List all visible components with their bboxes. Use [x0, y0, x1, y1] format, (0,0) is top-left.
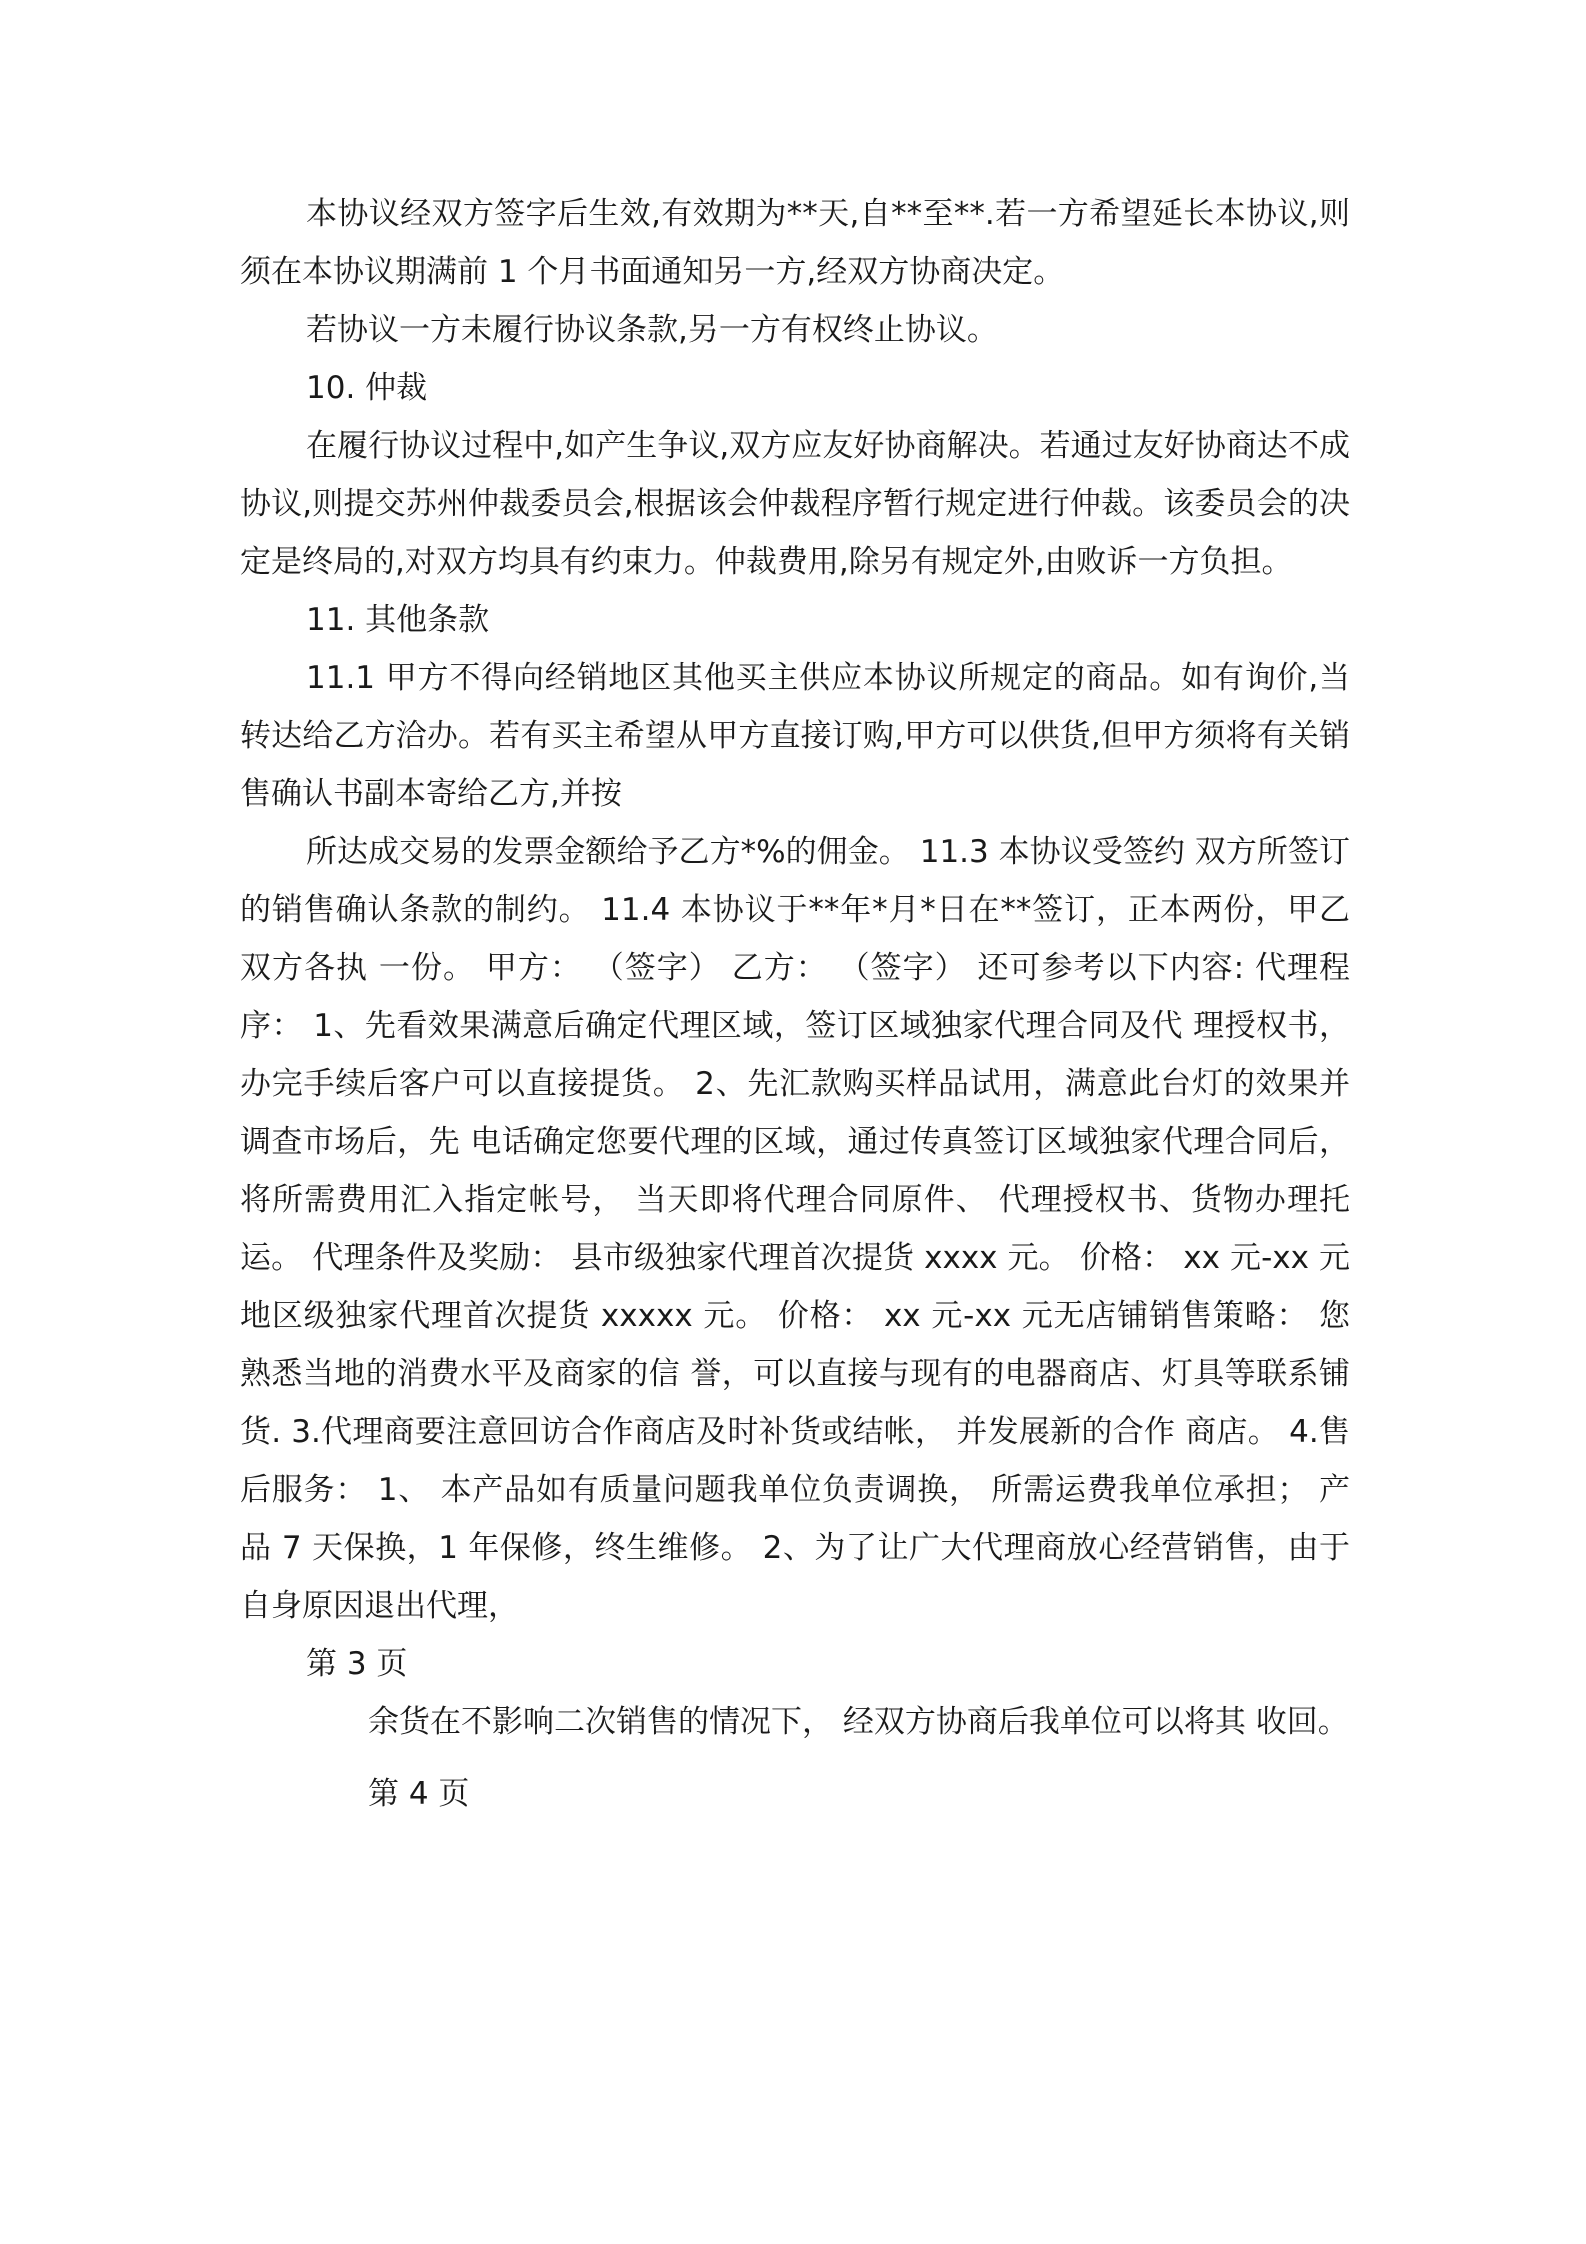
section-heading-other-terms: 11. 其他条款 [306, 602, 490, 638]
paragraph-validity: 本协议经双方签字后生效,有效期为**天,自**至**.若一方希望延长本协议,则须在本协议期满前 1 个月书面通知另一方,经双方协商决定。 [240, 196, 1350, 290]
page-number-4: 第 4 页 [368, 1776, 470, 1812]
page-number-3: 第 3 页 [306, 1646, 408, 1682]
paragraph-termination: 若协议一方未履行协议条款,另一方有权终止协议。 [306, 312, 998, 348]
paragraph-return-goods: 余货在不影响二次销售的情况下， 经双方协商后我单位可以将其 收回。 [368, 1704, 1349, 1740]
section-heading-arbitration: 10. 仲裁 [306, 370, 428, 406]
paragraph-agency-terms: 所达成交易的发票金额给予乙方*%的佣金。 11.3 本协议受签约 双方所签订的销售确认条款的制约。 11.4 本协议于**年*月*日在**签订，正本两份，甲乙双方各执 一份。 甲方： （签字） 乙方： （签字） 还可参考以下内容: 代理程序： 1、先看效果满意后确定代理区域，签订区域独家代理合同及代 理授权书，办完手续后客户可以直接提货。 2、先汇款购买样品试用，满意此台灯的效果并调查市场后，先 电话确定您要代理的区域，通过传真签订区域独家代理合同后， 将所需费用汇入指定帐号， 当天即将代理合同原件、 代理授权书、货物办理托运。 代理条件及奖励： 县市级独家代理首次提货 xxxx 元。 价格： xx 元-xx 元地区级独家代理首次提货 xxxxx 元。 价格： xx 元-xx 元无店铺销售策略： 您熟悉当地的消费水平及商家的信 誉，可以直接与现有的电器商店、灯具等联系铺货. 3.代理商要注意回访合作商店及时补货或结帐， 并发展新的合作 商店。 4.售后服务： 1、 本产品如有质量问题我单位负责调换， 所需运费我单位承担； 产品 7 天保换，1 年保修，终生维修。 2、为了让广大代理商放心经营销售，由于自身原因退出代理， [240, 834, 1350, 1624]
paragraph-arbitration: 在履行协议过程中,如产生争议,双方应友好协商解决。若通过友好协商达不成协议,则提交苏州仲裁委员会,根据该会仲裁程序暂行规定进行仲裁。该委员会的决定是终局的,对双方均具有约束力。仲裁费用,除另有规定外,由败诉一方负担。 [240, 428, 1350, 580]
document-body [240, 185, 1350, 1823]
paragraph-11-1: 11.1 甲方不得向经销地区其他买主供应本协议所规定的商品。如有询价,当转达给乙方洽办。若有买主希望从甲方直接订购,甲方可以供货,但甲方须将有关销售确认书副本寄给乙方,并按 [240, 660, 1350, 812]
